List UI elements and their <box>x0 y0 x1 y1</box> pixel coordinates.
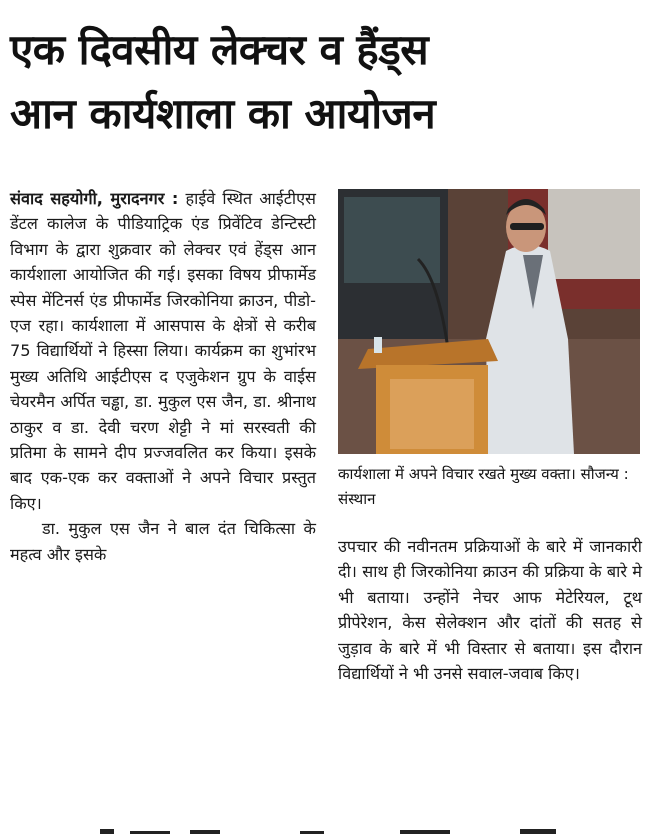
dateline: संवाद सहयोगी, मुरादनगर : <box>10 189 179 208</box>
article-paragraph-1-text: हाईवे स्थित आईटीएस डेंटल कालेज के पीडियाट्रिक एंड प्रिवेंटिव डेन्टिस्टी विभाग के द्वारा शुक्रवार को लेक्चर एवं हेंड्स आन कार्यशाला आयोजित की गई। इसका विषय प्रीफार्मेड स्पेस मेंटिनर्स एंड प्रीफार्मेड जिरकोनिया क्राउन, पीडो-एज रहा। कार्यशाला में आसपास के क्षेत्रों से करीब 75 विद्यार्थियों ने हिस्सा लिया। कार्यक्रम का शुभांरभ मुख्य अतिथि आईटीएस द एजुकेशन ग्रुप के वाईस चेयरमैन अर्पित चड्ढा, डा. मुकुल एस जैन, डा. श्रीनाथ ठाकुर व डा. देवी चरण शेट्टी ने मां सरस्वती की प्रतिमा के सामने दीप प्रज्जवलित कर किया। इसके बाद एक-एक कर वक्ताओं ने अपने विचार प्रस्तुत किए। <box>10 189 316 513</box>
photo-caption: कार्यशाला में अपने विचार रखते मुख्य वक्ता। सौजन्य : संस्थान <box>338 465 629 508</box>
headline-line-1: एक दिवसीय लेक्चर व हैंड्स <box>10 25 429 74</box>
article-paragraph-1 <box>10 186 316 516</box>
speaker-photo-illustration <box>338 189 640 454</box>
cut-off-text-fragment <box>0 825 657 834</box>
article-paragraph-2-continued: उपचार की नवीनतम प्रक्रियाओं के बारे में जानकारी दी। साथ ही जिरकोनिया क्राउन की प्रक्रिया के बारे मे भी बताया। उन्होंने नेचर आफ मेटेरियल, टूथ प्रीपेरेशन, केस सेलेक्शन और दांतों की सतह से जुड़ाव के बारे में भी विस्तार से बताया। इस दौरान विद्यार्थियों ने भी उनसे सवाल-जवाब किए। <box>338 537 642 684</box>
headline <box>10 18 650 146</box>
article-paragraph-2-start: डा. मुकुल एस जैन ने बाल दंत चिकित्सा के महत्व और इसके <box>10 519 316 564</box>
article-column-left <box>10 186 316 567</box>
cut-off-next-article <box>0 822 657 834</box>
speaker-photo <box>338 189 640 454</box>
headline-line-2: आन कार्यशाला का आयोजन <box>10 89 436 138</box>
article-column-right <box>338 534 642 686</box>
